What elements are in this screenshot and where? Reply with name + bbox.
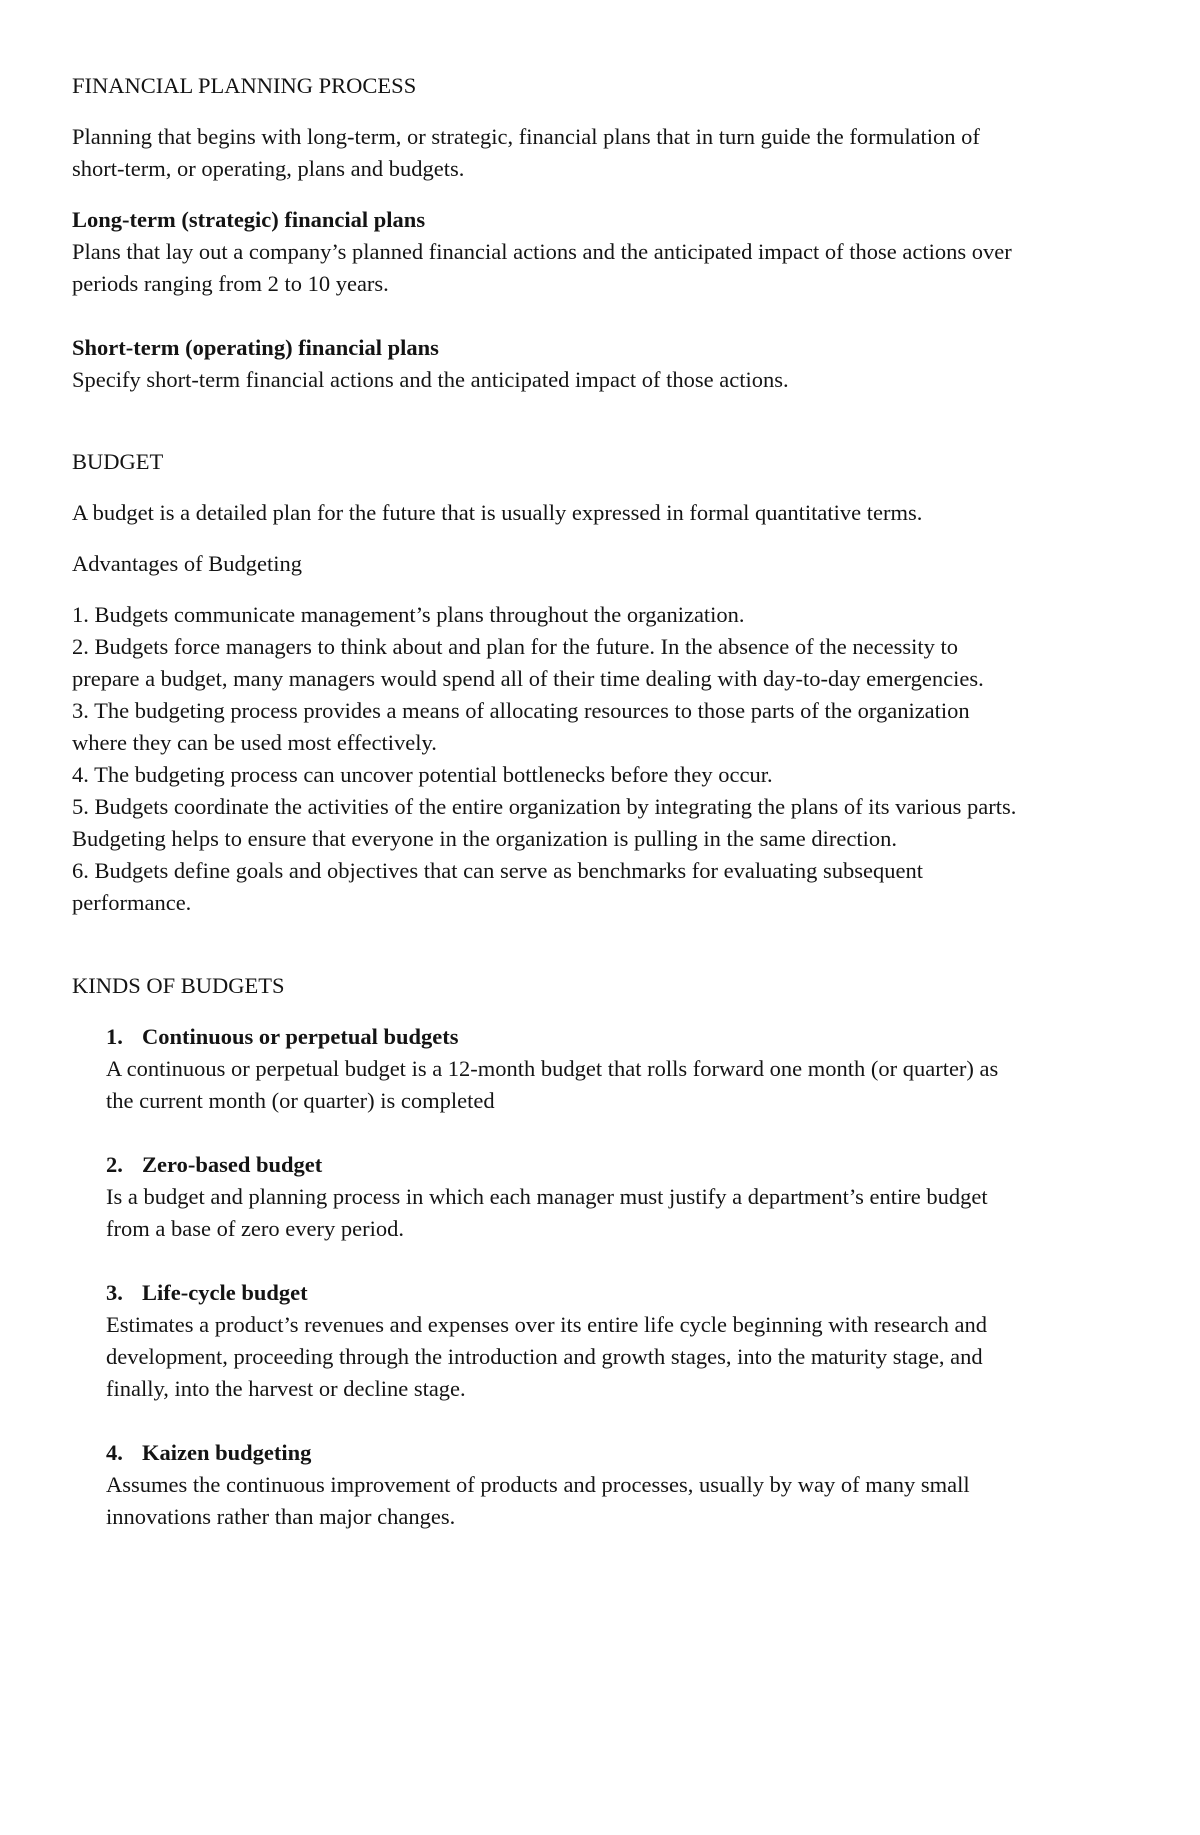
definition-line: Planning that begins with long-term, or strategic, financial plans that in turn guide the formulation of bbox=[72, 124, 980, 149]
advantage-line: Budgeting helps to ensure that everyone in the organization is pulling in the same direction. bbox=[72, 826, 898, 851]
list-number: 1. bbox=[106, 1024, 123, 1049]
subheading-long-term-plans: Long-term (strategic) financial plans bbox=[72, 207, 426, 232]
budget-kind-title: Kaizen budgeting bbox=[142, 1440, 312, 1465]
budget-kind-description: finally, into the harvest or decline stage. bbox=[106, 1376, 466, 1401]
budget-kind-title: Zero-based budget bbox=[142, 1152, 323, 1177]
advantage-line: 6. Budgets define goals and objectives that can serve as benchmarks for evaluating subsequent bbox=[72, 858, 923, 883]
budget-kind-description: from a base of zero every period. bbox=[106, 1216, 404, 1241]
list-number: 2. bbox=[106, 1152, 123, 1177]
paragraph-line: Specify short-term financial actions and the anticipated impact of those actions. bbox=[72, 367, 789, 392]
advantage-line: prepare a budget, many managers would spend all of their time dealing with day-to-day emergencies. bbox=[72, 666, 984, 691]
budget-kind-description: development, proceeding through the introduction and growth stages, into the maturity stage, and bbox=[106, 1344, 983, 1369]
budget-kind-description: Estimates a product’s revenues and expenses over its entire life cycle beginning with research and bbox=[106, 1312, 987, 1337]
budget-kind-description: Assumes the continuous improvement of products and processes, usually by way of many small bbox=[106, 1472, 970, 1497]
paragraph-line: periods ranging from 2 to 10 years. bbox=[72, 271, 389, 296]
advantage-line: 2. Budgets force managers to think about and plan for the future. In the absence of the necessity to bbox=[72, 634, 958, 659]
budget-kind-description: the current month (or quarter) is completed bbox=[106, 1088, 495, 1113]
section-heading-financial-planning: FINANCIAL PLANNING PROCESS bbox=[72, 73, 417, 98]
subheading-short-term-plans: Short-term (operating) financial plans bbox=[72, 335, 439, 360]
list-number: 4. bbox=[106, 1440, 123, 1465]
advantage-line: 3. The budgeting process provides a means of allocating resources to those parts of the organization bbox=[72, 698, 970, 723]
advantage-line: performance. bbox=[72, 890, 192, 915]
advantages-title: Advantages of Budgeting bbox=[72, 551, 302, 576]
budget-kind-description: Is a budget and planning process in which each manager must justify a department’s entire budget bbox=[106, 1184, 988, 1209]
advantage-line: 4. The budgeting process can uncover potential bottlenecks before they occur. bbox=[72, 762, 773, 787]
advantage-line: 5. Budgets coordinate the activities of the entire organization by integrating the plans of its various parts. bbox=[72, 794, 1017, 819]
budget-definition: A budget is a detailed plan for the future that is usually expressed in formal quantitative terms. bbox=[72, 500, 923, 525]
definition-line: short-term, or operating, plans and budgets. bbox=[72, 156, 465, 181]
list-number: 3. bbox=[106, 1280, 123, 1305]
advantage-line: where they can be used most effectively. bbox=[72, 730, 437, 755]
paragraph-line: Plans that lay out a company’s planned financial actions and the anticipated impact of those actions over bbox=[72, 239, 1012, 264]
advantage-line: 1. Budgets communicate management’s plans throughout the organization. bbox=[72, 602, 745, 627]
section-heading-kinds-of-budgets: KINDS OF BUDGETS bbox=[72, 973, 285, 998]
budget-kind-title: Continuous or perpetual budgets bbox=[142, 1024, 459, 1049]
section-heading-budget: BUDGET bbox=[72, 449, 164, 474]
budget-kind-title: Life-cycle budget bbox=[142, 1280, 308, 1305]
budget-kind-description: innovations rather than major changes. bbox=[106, 1504, 456, 1529]
budget-kind-description: A continuous or perpetual budget is a 12-month budget that rolls forward one month (or quarter) as bbox=[106, 1056, 999, 1081]
